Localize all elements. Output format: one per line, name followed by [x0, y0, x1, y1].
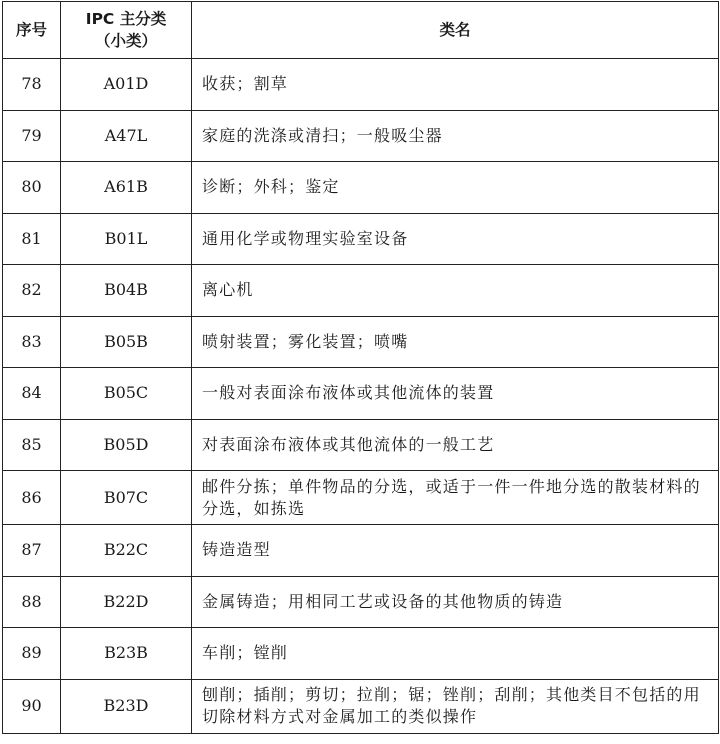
row-ipc-code: B23B [61, 628, 192, 680]
table-row [3, 419, 719, 471]
table-row [3, 525, 719, 577]
row-ipc-code: B07C [61, 471, 192, 525]
row-ipc-code: B22D [61, 576, 192, 628]
header-ipc-class [61, 2, 192, 59]
row-class-name: 收获；割草 [192, 59, 719, 111]
header-ipc-class-line2: （小类） [94, 32, 157, 50]
row-class-name: 刨削；插削；剪切；拉削；锯；锉削；刮削；其他类目不包括的用切除材料方式对金属加工的类似操作 [192, 679, 719, 733]
table-row [3, 368, 719, 420]
row-class-name: 车削；镗削 [192, 628, 719, 680]
row-class-name: 喷射装置；雾化装置；喷嘴 [192, 316, 719, 368]
header-class-name: 类名 [192, 2, 719, 59]
row-ipc-code: A61B [61, 162, 192, 214]
table-row [3, 213, 719, 265]
row-index: 90 [3, 679, 61, 733]
row-class-name: 诊断；外科；鉴定 [192, 162, 719, 214]
row-index: 82 [3, 265, 61, 317]
row-index: 87 [3, 525, 61, 577]
header-ipc-class-line1: IPC 主分类 [85, 10, 167, 28]
table-header-row [3, 2, 719, 59]
row-index: 83 [3, 316, 61, 368]
table-row [3, 110, 719, 162]
row-class-name: 离心机 [192, 265, 719, 317]
table-row [3, 162, 719, 214]
table-row [3, 471, 719, 525]
table-row [3, 265, 719, 317]
row-index: 80 [3, 162, 61, 214]
table-row [3, 679, 719, 733]
row-class-name: 一般对表面涂布液体或其他流体的装置 [192, 368, 719, 420]
row-ipc-code: B05C [61, 368, 192, 420]
row-index: 84 [3, 368, 61, 420]
row-ipc-code: B05B [61, 316, 192, 368]
table-row [3, 316, 719, 368]
row-ipc-code: B05D [61, 419, 192, 471]
row-ipc-code: A47L [61, 110, 192, 162]
row-index: 88 [3, 576, 61, 628]
row-class-name: 家庭的洗涤或清扫；一般吸尘器 [192, 110, 719, 162]
row-index: 86 [3, 471, 61, 525]
row-class-name: 铸造造型 [192, 525, 719, 577]
header-index: 序号 [3, 2, 61, 59]
table-row [3, 59, 719, 111]
row-index: 81 [3, 213, 61, 265]
row-ipc-code: B22C [61, 525, 192, 577]
table-row [3, 576, 719, 628]
row-index: 85 [3, 419, 61, 471]
row-index: 78 [3, 59, 61, 111]
row-index: 79 [3, 110, 61, 162]
table-row [3, 628, 719, 680]
row-class-name: 金属铸造；用相同工艺或设备的其他物质的铸造 [192, 576, 719, 628]
row-index: 89 [3, 628, 61, 680]
row-ipc-code: B01L [61, 213, 192, 265]
row-ipc-code: A01D [61, 59, 192, 111]
row-class-name: 邮件分拣；单件物品的分选，或适于一件一件地分选的散装材料的分选，如拣选 [192, 471, 719, 525]
row-ipc-code: B04B [61, 265, 192, 317]
ipc-classification-table [2, 1, 719, 734]
row-class-name: 对表面涂布液体或其他流体的一般工艺 [192, 419, 719, 471]
row-ipc-code: B23D [61, 679, 192, 733]
row-class-name: 通用化学或物理实验室设备 [192, 213, 719, 265]
